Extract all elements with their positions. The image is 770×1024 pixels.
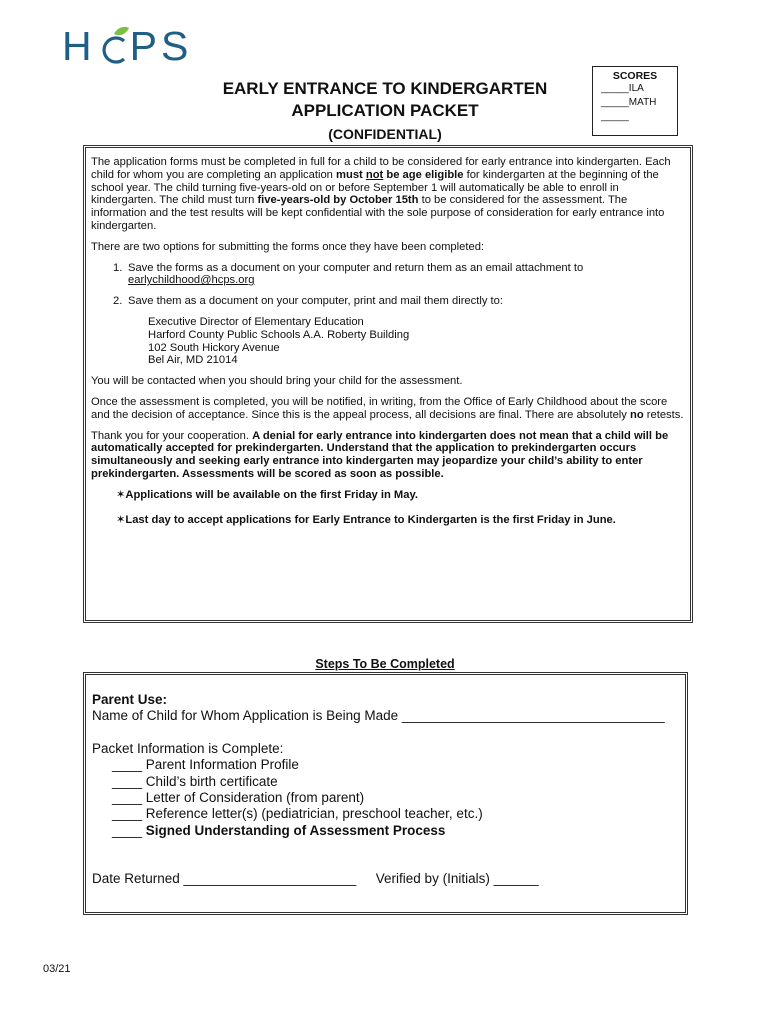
checklist-item[interactable]: ____ Reference letter(s) (pediatrician, preschool teacher, etc.) bbox=[112, 806, 483, 822]
deadline-note: ✶Last day to accept applications for Early Entrance to Kindergarten is the first Friday in June. bbox=[116, 513, 616, 526]
checklist-item[interactable]: ____ Letter of Consideration (from parent) bbox=[112, 790, 365, 806]
title-line-1: EARLY ENTRANCE TO KINDERGARTEN bbox=[222, 79, 548, 98]
checklist-item[interactable]: ____ Child’s birth certificate bbox=[112, 773, 278, 789]
packet-info-label: Packet Information is Complete: bbox=[92, 740, 284, 756]
options-intro: There are two options for submitting the forms once they have been completed: bbox=[91, 240, 485, 253]
checklist-item[interactable]: ____ Parent Information Profile bbox=[112, 757, 299, 773]
title-confidential: (CONFIDENTIAL) bbox=[328, 126, 442, 142]
option-2-number: 2. bbox=[113, 295, 123, 308]
cooperation-paragraph bbox=[91, 430, 685, 481]
mailing-address bbox=[91, 316, 685, 367]
form-revision-date: 03/21 bbox=[43, 963, 71, 975]
intro-deadline: five-years-old by October 15th bbox=[257, 194, 419, 207]
logo-letter-h: H bbox=[62, 23, 96, 69]
option-2 bbox=[91, 295, 685, 308]
score-math-field[interactable]: _____MATH bbox=[601, 97, 657, 108]
score-blank-field[interactable]: _____ bbox=[601, 111, 629, 122]
option-1 bbox=[91, 262, 685, 288]
steps-box bbox=[83, 672, 688, 915]
verified-initials-field[interactable]: Verified by (Initials) ______ bbox=[375, 871, 539, 887]
title-line-2: APPLICATION PACKET bbox=[291, 101, 479, 120]
contact-paragraph: You will be contacted when you should bring your child for the assessment. bbox=[91, 375, 463, 388]
option-1-number: 1. bbox=[113, 261, 123, 274]
email-link[interactable]: earlychildhood@hcps.org bbox=[128, 274, 255, 287]
hcps-logo bbox=[62, 24, 192, 68]
intro-paragraph bbox=[91, 156, 685, 233]
logo-c-leaf-icon bbox=[96, 24, 130, 68]
scores-box bbox=[592, 66, 678, 136]
checklist-item-signed[interactable] bbox=[92, 823, 679, 839]
document-title bbox=[190, 78, 580, 144]
parent-use-label: Parent Use: bbox=[92, 692, 168, 707]
date-verify-row bbox=[92, 871, 679, 887]
intro-must: must bbox=[336, 168, 366, 181]
option-1-text: Save the forms as a document on your computer and return them as an email attachment to bbox=[128, 261, 584, 274]
checklist-signed-label: Signed Understanding of Assessment Process bbox=[145, 822, 446, 838]
option-2-text: Save them as a document on your computer, print and mail them directly to: bbox=[128, 295, 503, 308]
steps-heading-text: Steps To Be Completed bbox=[315, 657, 455, 671]
address-line-4: Bel Air, MD 21014 bbox=[148, 354, 238, 367]
intro-text-2: for kindergarten at the beginning of the school year. The child turning five-years-old on or before September 1 will automatically be able to enroll in kindergarten. The child must turn bbox=[91, 168, 659, 207]
date-returned-field[interactable]: Date Returned _______________________ bbox=[92, 871, 357, 887]
address-line-1: Executive Director of Elementary Education bbox=[148, 315, 364, 328]
intro-age-eligible: be age eligible bbox=[383, 168, 464, 181]
notification-no: no bbox=[629, 408, 644, 421]
steps-heading bbox=[0, 657, 770, 671]
notification-paragraph bbox=[91, 396, 685, 422]
instructions-box bbox=[83, 145, 693, 623]
notification-text: Once the assessment is completed, you will be notified, in writing, from the Office of Early Childhood about the score and the decision of acceptance. Since this is the appeal process, all decisions are final. There are absolutely bbox=[91, 395, 668, 421]
score-ila-field[interactable]: _____ILA bbox=[601, 83, 644, 94]
cooperation-text: Thank you for your cooperation. bbox=[91, 429, 253, 442]
address-line-3: 102 South Hickory Avenue bbox=[148, 341, 280, 354]
availability-note: ✶Applications will be available on the first Friday in May. bbox=[116, 488, 418, 501]
logo-letters-ps: PS bbox=[129, 23, 193, 69]
intro-not: not bbox=[365, 168, 384, 181]
notification-text-end: retests. bbox=[643, 408, 684, 421]
child-name-field[interactable]: Name of Child for Whom Application is Being Made ___________________________________ bbox=[92, 708, 665, 724]
intro-text: The application forms must be completed in full for a child to be considered for early entrance into kindergarten. Each child for whom you are completing an application bbox=[91, 156, 671, 181]
scores-heading: SCORES bbox=[612, 70, 658, 82]
checklist-blank: ____ bbox=[112, 822, 146, 838]
intro-text-3: to be considered for the assessment. The information and the test results will be kept confidential with the sole purpose of consideration for early entrance into kindergarten. bbox=[91, 194, 665, 232]
denial-notice: A denial for early entrance into kindergarten does not mean that a child will be automatically accepted for prekindergarten. Understand that the application to prekindergarten occurs simultaneously and seeking early entrance into kindergarten may jeopardize your child’s ability to enter prekindergarten. Assessments will be scored as soon as possible. bbox=[91, 429, 669, 480]
address-line-2: Harford County Public Schools A.A. Roberty Building bbox=[148, 328, 410, 341]
